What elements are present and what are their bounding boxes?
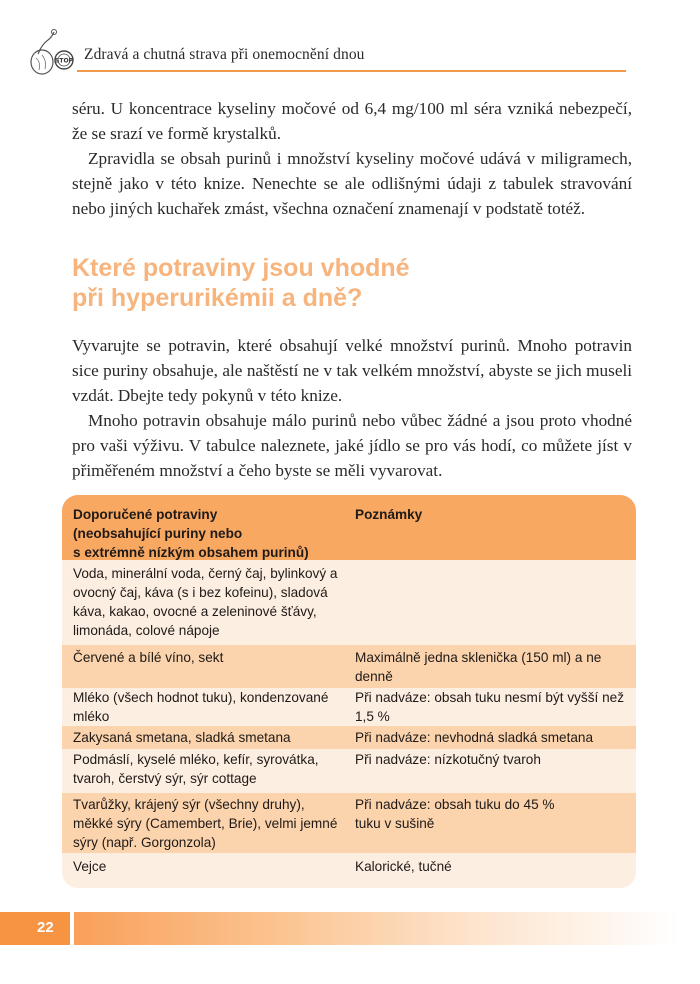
paragraph: Vyvarujte se potravin, které obsahují velké množství purinů. Mnoho potravin sice puriny obsahuje, ale naštěstí ne v tak velkém množství, abyste se jich museli vzdát. Dbejte tedy pokynů v této knize. bbox=[72, 336, 632, 405]
note-cell: Při nadváze: nízkotučný tvaroh bbox=[355, 752, 541, 767]
heading-line-1: Které potraviny jsou vhodné bbox=[72, 254, 410, 282]
header-text: (neobsahující puriny nebo bbox=[73, 526, 243, 541]
paragraph: Zpravidla se obsah purinů i množství kyseliny močové udává v miligramech, stejně jako v této knize. Nenechte se ale odlišnými údaji z tabulek stravování nebo jiných kuchařek zmást, všechna označení znamenají v podstatě totéž. bbox=[72, 149, 632, 218]
table-row bbox=[62, 726, 636, 749]
heading-line-2: při hyperurikémii a dně? bbox=[72, 284, 363, 312]
column-header-notes: Poznámky bbox=[355, 507, 423, 522]
note-cell: Při nadváze: nevhodná sladká smetana bbox=[355, 730, 594, 745]
page-number-box bbox=[0, 912, 70, 945]
food-cell: Podmáslí, kyselé mléko, kefír, syrovátka, tvaroh, čerstvý sýr, sýr cottage bbox=[73, 752, 319, 786]
table-row bbox=[62, 645, 636, 688]
table-row bbox=[62, 853, 636, 888]
food-cell: Voda, minerální voda, černý čaj, bylinkový a ovocný čaj, káva (s i bez kofeinu), sladová káva, kakao, ovocné a zeleninové šťávy, limonáda, colové nápoje bbox=[73, 566, 338, 638]
paragraph: séru. U koncentrace kyseliny močové od 6,4 mg/100 ml séra vzniká nebezpečí, že se srazí ve formě krystalků. bbox=[72, 99, 632, 143]
header-divider bbox=[77, 70, 626, 72]
note-cell: Při nadváze: obsah tuku nesmí být vyšší než 1,5 % bbox=[355, 690, 624, 724]
section-heading bbox=[72, 253, 632, 313]
column-header-foods bbox=[73, 505, 343, 562]
note-cell: Při nadváze: obsah tuku do 45 % tuku v sušině bbox=[355, 797, 555, 831]
footer-gradient-bar bbox=[74, 912, 680, 945]
table-header bbox=[62, 495, 636, 560]
table-row bbox=[62, 793, 636, 853]
table-row bbox=[62, 749, 636, 793]
food-table bbox=[62, 495, 636, 888]
running-header bbox=[0, 0, 700, 80]
food-cell: Červené a bílé víno, sekt bbox=[73, 650, 224, 665]
chef-illustration-icon bbox=[24, 28, 80, 76]
table-row bbox=[62, 560, 636, 645]
header-text: s extrémně nízkým obsahem purinů) bbox=[73, 545, 309, 560]
food-cell: Zakysaná smetana, sladká smetana bbox=[73, 730, 291, 745]
header-text: Doporučené potraviny bbox=[73, 507, 218, 522]
food-cell: Vejce bbox=[73, 859, 107, 874]
page-number: 22 bbox=[37, 919, 54, 936]
section-text bbox=[72, 333, 632, 483]
note-cell: Maximálně jedna sklenička (150 ml) a ne denně bbox=[355, 650, 602, 684]
book-title: Zdravá a chutná strava při onemocnění dnou bbox=[84, 46, 365, 63]
note-cell: Kalorické, tučné bbox=[355, 859, 452, 874]
food-cell: Tvarůžky, krájený sýr (všechny druhy), měkké sýry (Camembert, Brie), velmi jemné sýry (např. Gorgonzola) bbox=[73, 797, 338, 850]
table-row bbox=[62, 688, 636, 726]
food-cell: Mléko (všech hodnot tuku), kondenzované mléko bbox=[73, 690, 329, 724]
svg-text:STOP: STOP bbox=[55, 57, 73, 65]
paragraph: Mnoho potravin obsahuje málo purinů nebo vůbec žádné a jsou proto vhodné pro vaši výživu. V tabulce naleznete, jaké jídlo se pro vás hodí, co můžete jíst v přiměřeném množství a čeho byste se měli vyvarovat. bbox=[72, 411, 632, 480]
intro-text bbox=[72, 96, 632, 221]
